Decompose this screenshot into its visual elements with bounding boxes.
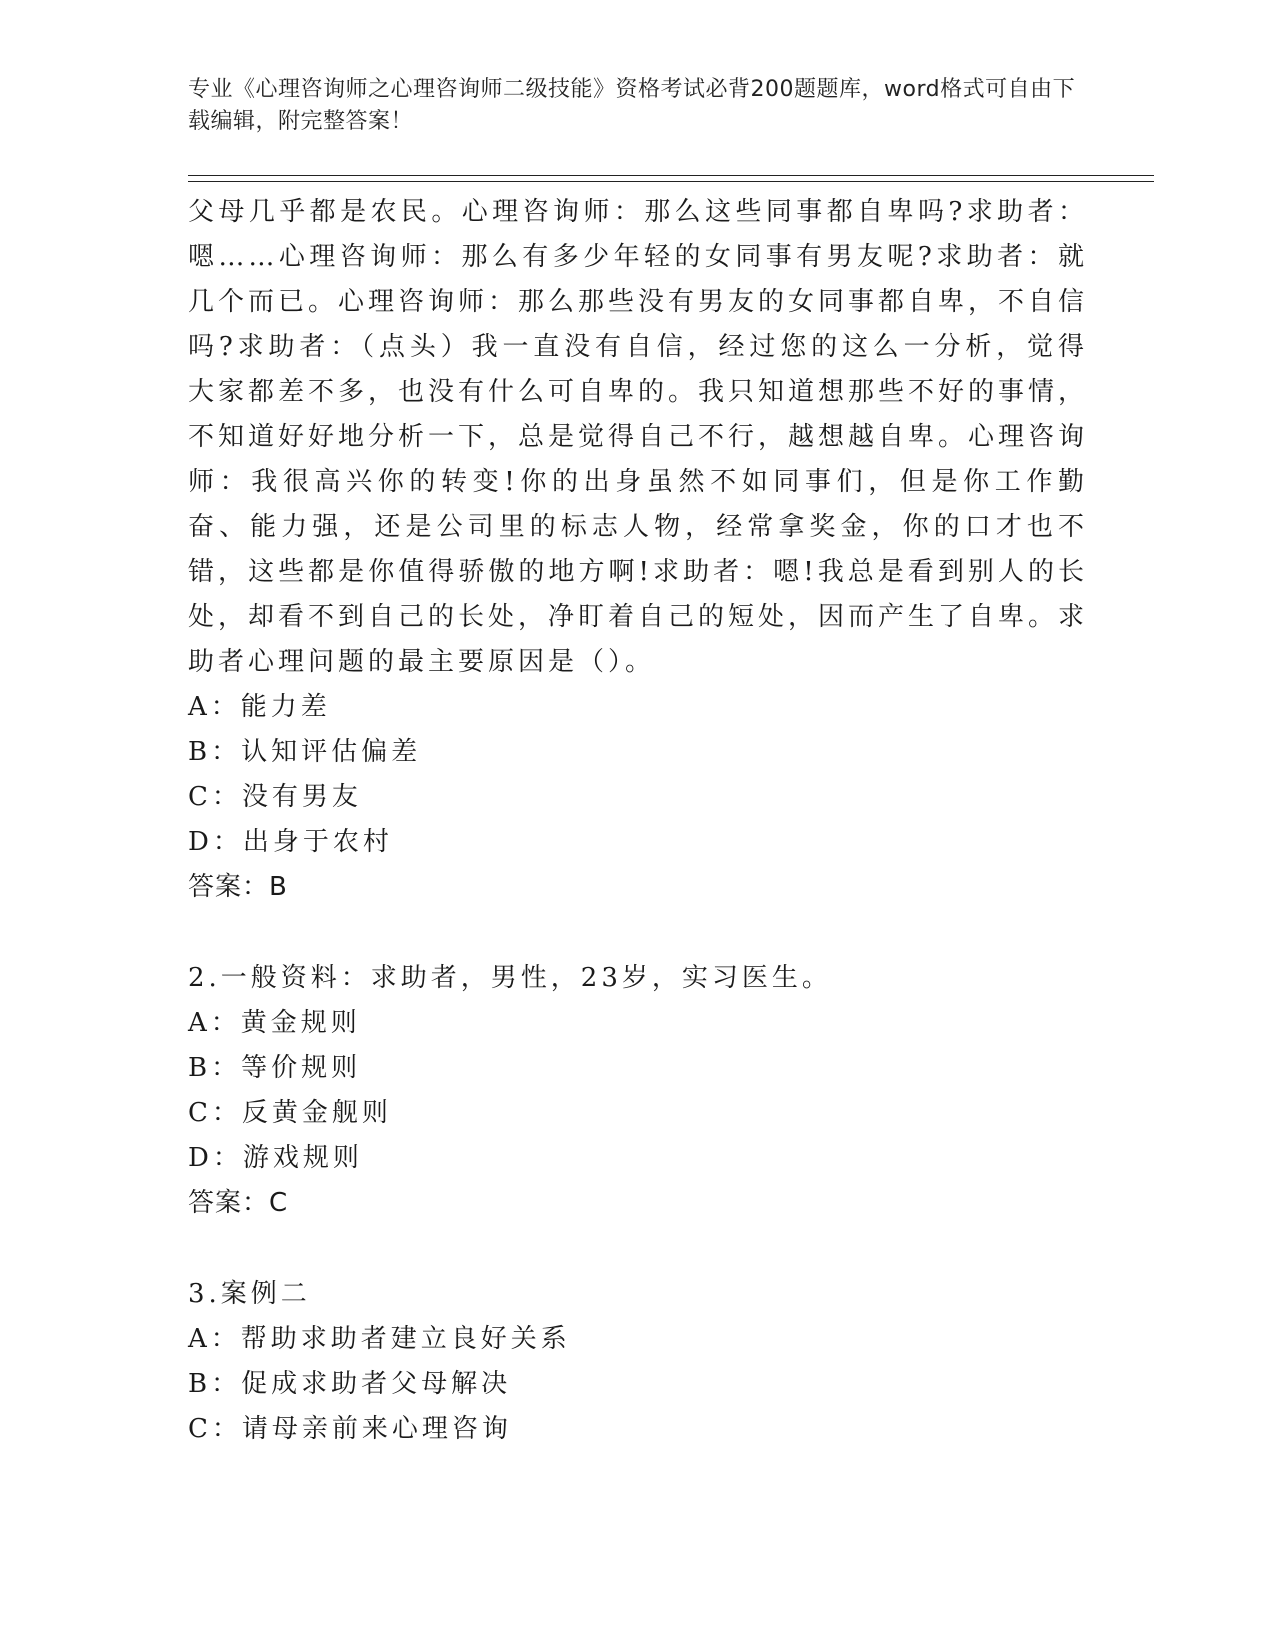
question-2-option-c: C：反黄金舰则 bbox=[188, 1098, 392, 1128]
question-1-option-d: D：出身于农村 bbox=[188, 827, 393, 857]
question-3 bbox=[188, 1272, 1088, 1452]
header-rule-bottom bbox=[188, 181, 1154, 182]
spacer bbox=[188, 1226, 1088, 1272]
question-1-passage: 父母几乎都是农民。心理咨询师：那么这些同事都自卑吗?求助者：嗯……心理咨询师：那么有多少年轻的女同事有男友呢?求助者：就几个而已。心理咨询师：那么那些没有男友的女同事都自卑，不自信吗?求助者：（点头）我一直没有自信，经过您的这么一分析，觉得大家都差不多，也没有什么可自卑的。我只知道想那些不好的事情，不知道好好地分析一下，总是觉得自己不行，越想越自卑。心理咨询师：我很高兴你的转变!你的出身虽然不如同事们，但是你工作勤奋、能力强，还是公司里的标志人物，经常拿奖金，你的口才也不错，这些都是你值得骄傲的地方啊!求助者：嗯!我总是看到别人的长处，却看不到自己的长处，净盯着自己的短处，因而产生了自卑。求助者心理问题的最主要原因是（）。 bbox=[188, 197, 1089, 677]
document-body bbox=[188, 190, 1088, 1452]
question-3-stem: 3.案例二 bbox=[188, 1279, 311, 1309]
question-2-option-a: A：黄金规则 bbox=[188, 1008, 361, 1038]
question-1 bbox=[188, 190, 1088, 910]
question-2-option-b: B：等价规则 bbox=[188, 1053, 362, 1083]
question-1-option-c: C：没有男友 bbox=[188, 782, 362, 812]
question-2 bbox=[188, 956, 1088, 1226]
document-header: 专业《心理咨询师之心理咨询师二级技能》资格考试必背200题题库，word格式可自由下载编辑，附完整答案！ bbox=[188, 77, 1076, 134]
question-2-stem: 2.一般资料：求助者，男性，23岁，实习医生。 bbox=[188, 963, 832, 993]
question-3-option-a: A：帮助求助者建立良好关系 bbox=[188, 1324, 571, 1354]
question-1-answer: 答案：B bbox=[188, 872, 288, 902]
question-3-option-c: C：请母亲前来心理咨询 bbox=[188, 1414, 512, 1444]
question-2-option-d: D：游戏规则 bbox=[188, 1143, 363, 1173]
question-1-option-a: A：能力差 bbox=[188, 692, 331, 722]
question-3-option-b: B：促成求助者父母解决 bbox=[188, 1369, 512, 1399]
header-rule-top bbox=[188, 175, 1154, 176]
question-1-option-b: B：认知评估偏差 bbox=[188, 737, 422, 767]
spacer bbox=[188, 910, 1088, 956]
question-2-answer: 答案：C bbox=[188, 1188, 289, 1218]
